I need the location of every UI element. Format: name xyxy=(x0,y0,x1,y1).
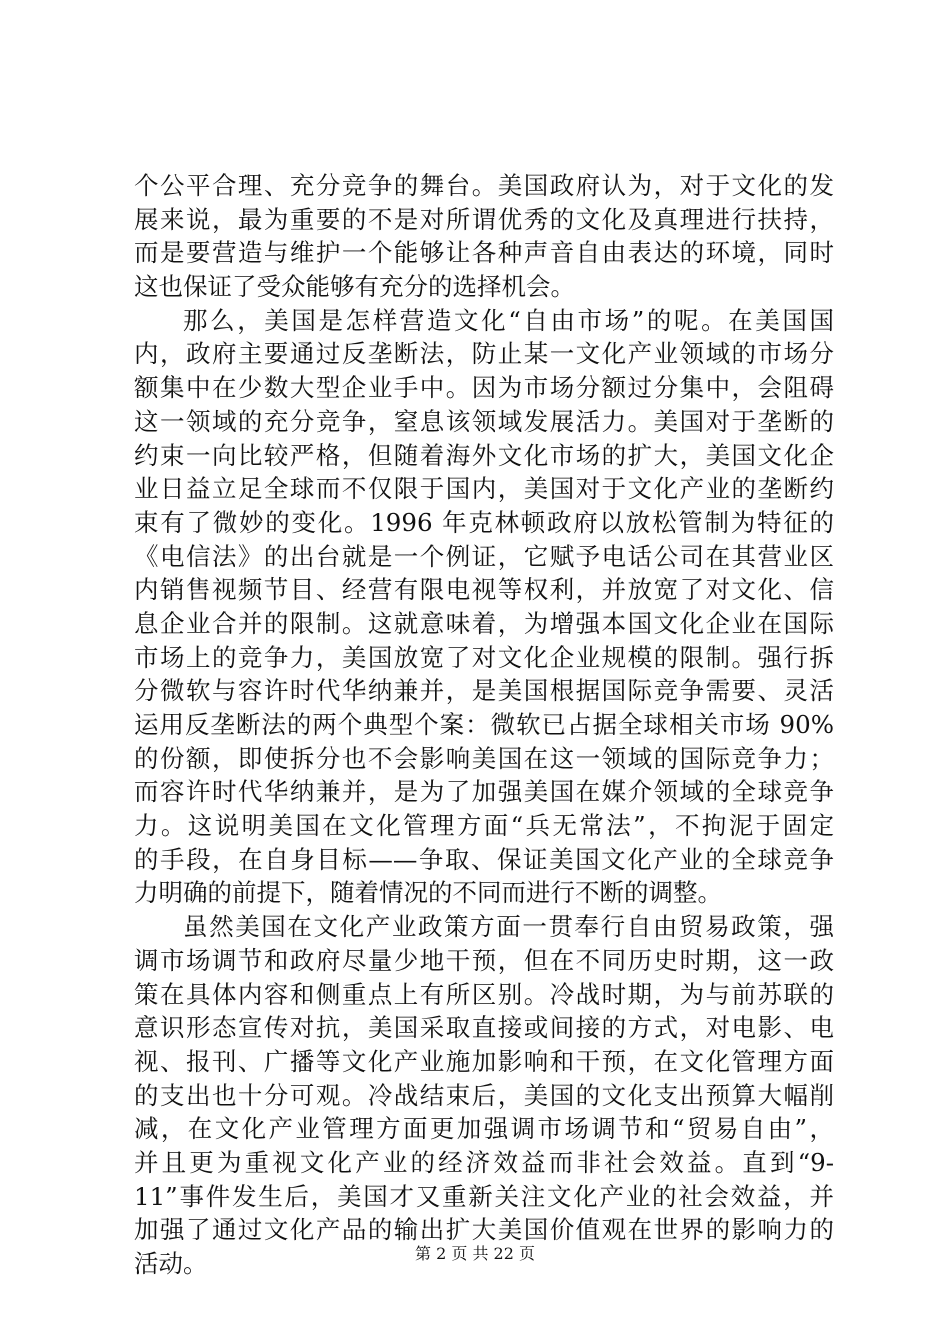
text-line: 意识形态宣传对抗，美国采取直接或间接的方式，对电影、电 xyxy=(134,1013,834,1043)
text-line: 分微软与容许时代华纳兼并，是美国根据国际竞争需要、灵活 xyxy=(134,676,834,706)
text-line: 调市场调节和政府尽量少地干预，但在不同历史时期，这一政 xyxy=(134,945,834,975)
text-line: 而容许时代华纳兼并，是为了加强美国在媒介领域的全球竞争 xyxy=(134,777,834,807)
text-line: 并且更为重视文化产业的经济效益而非社会效益。直到“9- xyxy=(134,1147,834,1177)
text-line: 束有了微妙的变化。1996 年克林顿政府以放松管制为特征的 xyxy=(134,507,834,537)
text-line: 的支出也十分可观。冷战结束后，美国的文化支出预算大幅削 xyxy=(134,1080,834,1110)
paragraph-first-line: 虽然美国在文化产业政策方面一贯奉行自由贸易政策，强 xyxy=(183,912,834,942)
text-line: 的份额，即使拆分也不会影响美国在这一领域的国际竞争力； xyxy=(134,743,834,773)
paragraph-first-line: 那么，美国是怎样营造文化“自由市场”的呢。在美国国 xyxy=(183,305,834,335)
text-line: 展来说，最为重要的不是对所谓优秀的文化及真理进行扶持， xyxy=(134,204,834,234)
text-line: 内，政府主要通过反垄断法，防止某一文化产业领域的市场分 xyxy=(134,339,834,369)
text-line: 内销售视频节目、经营有限电视等权利，并放宽了对文化、信 xyxy=(134,575,834,605)
text-line: 运用反垄断法的两个典型个案：微软已占据全球相关市场 90% xyxy=(134,710,834,739)
text-line: 市场上的竞争力，美国放宽了对文化企业规模的限制。强行拆 xyxy=(134,642,834,672)
text-line: 这一领域的充分竞争，窒息该领域发展活力。美国对于垄断的 xyxy=(134,406,834,436)
text-line: 《电信法》的出台就是一个例证，它赋予电话公司在其营业区 xyxy=(134,541,834,571)
text-line: 视、报刊、广播等文化产业施加影响和干预，在文化管理方面 xyxy=(134,1046,834,1076)
text-line: 力。这说明美国在文化管理方面“兵无常法”，不拘泥于固定 xyxy=(134,811,834,841)
body-text xyxy=(134,169,834,1281)
text-line: 个公平合理、充分竞争的舞台。美国政府认为，对于文化的发 xyxy=(134,171,834,200)
page-number-footer: 第 2 页 共 22 页 xyxy=(415,1244,535,1263)
text-line: 的手段，在自身目标——争取、保证美国文化产业的全球竞争 xyxy=(134,844,834,874)
text-line: 业日益立足全球而不仅限于国内，美国对于文化产业的垄断约 xyxy=(134,474,834,504)
text-line: 11”事件发生后，美国才又重新关注文化产业的社会效益，并 xyxy=(134,1181,834,1211)
text-line: 力明确的前提下，随着情况的不同而进行不断的调整。 xyxy=(134,878,722,908)
text-line: 而是要营造与维护一个能够让各种声音自由表达的环境，同时 xyxy=(134,238,834,268)
text-line: 活动。 xyxy=(134,1249,208,1278)
text-line: 加强了通过文化产品的输出扩大美国价值观在世界的影响力的 xyxy=(134,1215,834,1245)
text-line: 减，在文化产业管理方面更加强调市场调节和“贸易自由”， xyxy=(134,1114,834,1144)
text-line: 策在具体内容和侧重点上有所区别。冷战时期，为与前苏联的 xyxy=(134,979,834,1009)
text-line: 额集中在少数大型企业手中。因为市场分额过分集中，会阻碍 xyxy=(134,373,834,403)
text-line: 约束一向比较严格，但随着海外文化市场的扩大，美国文化企 xyxy=(134,440,834,470)
text-line: 这也保证了受众能够有充分的选择机会。 xyxy=(134,272,575,302)
text-line: 息企业合并的限制。这就意味着，为增强本国文化企业在国际 xyxy=(134,608,834,638)
